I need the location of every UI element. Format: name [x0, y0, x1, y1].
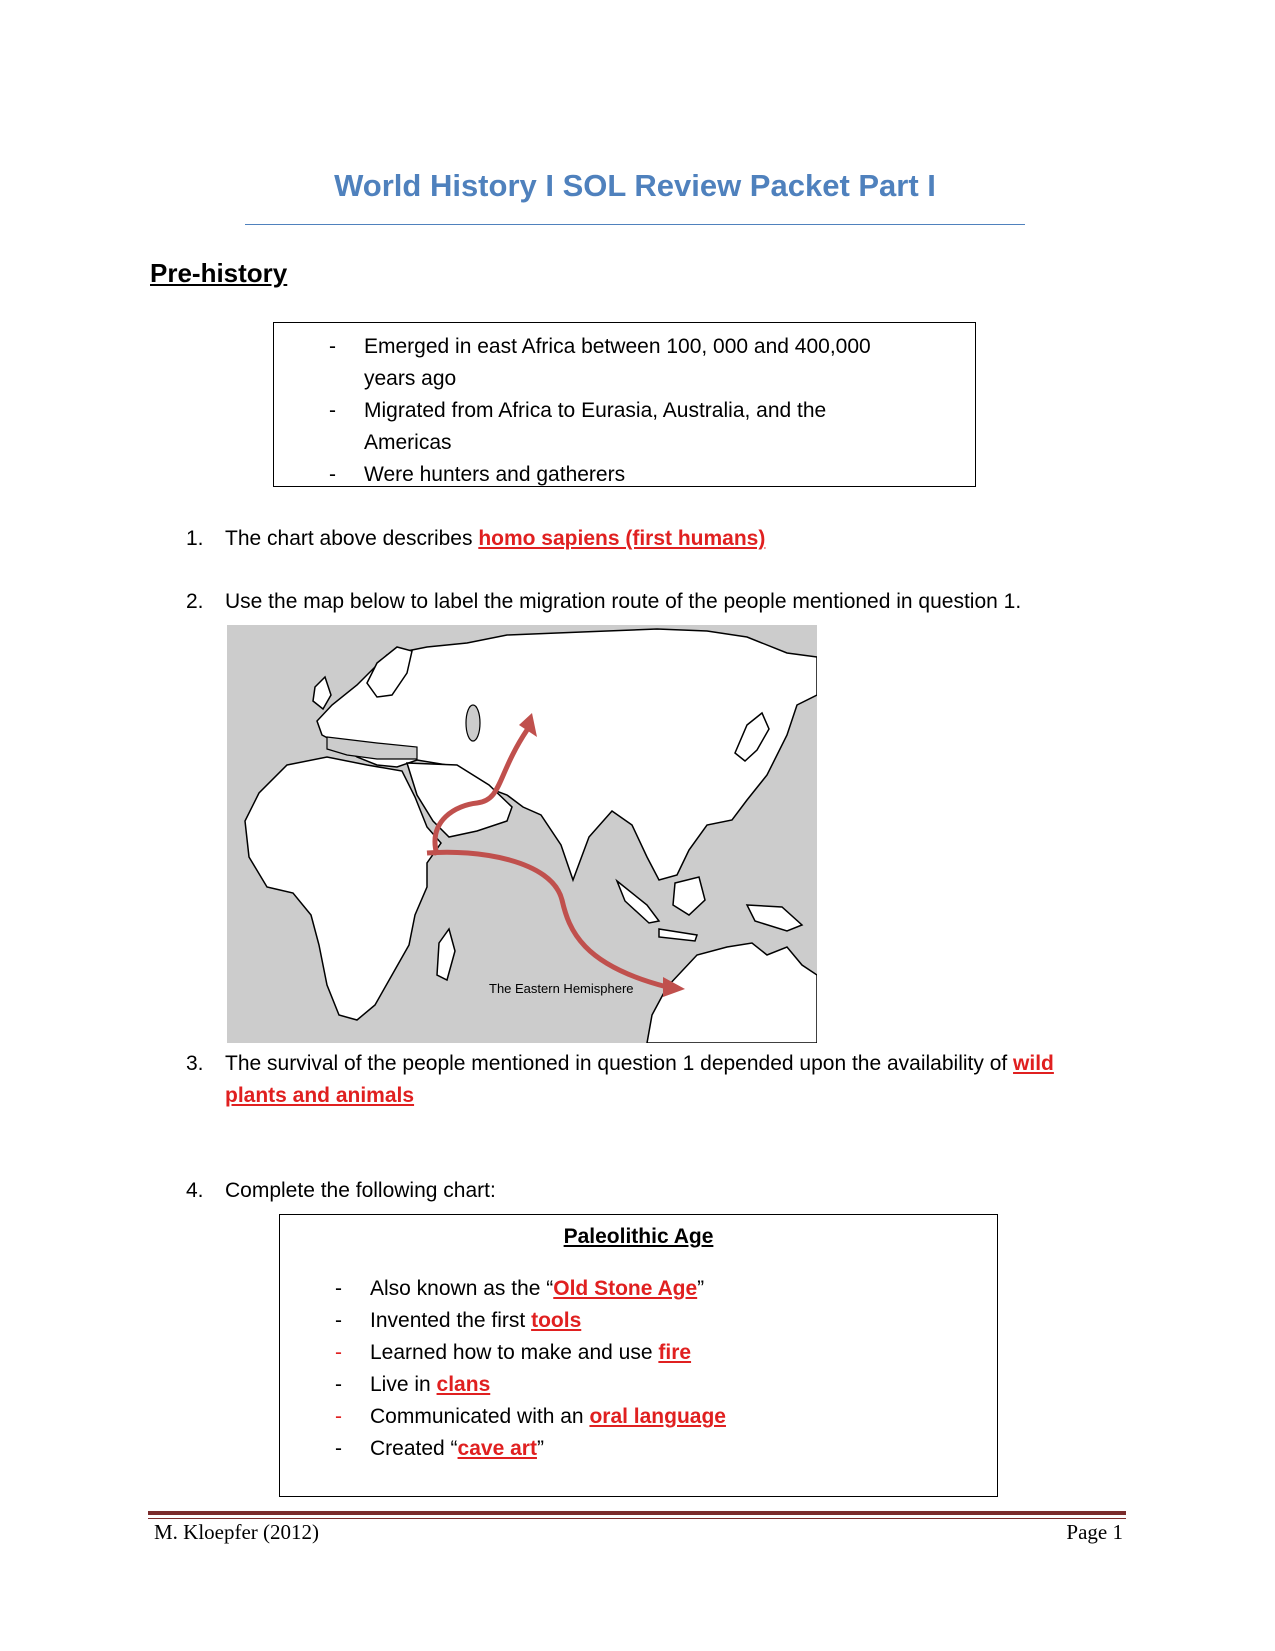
- footer-rule-thin: [148, 1518, 1126, 1519]
- question-2: [186, 586, 1086, 618]
- question-number: 4.: [186, 1179, 204, 1202]
- question-4: [186, 1175, 1086, 1207]
- answer-text: homo sapiens (first humans): [478, 527, 766, 550]
- chart-title: Paleolithic Age: [563, 1225, 714, 1248]
- chart-item-text: Also known as the “: [370, 1277, 554, 1300]
- bullet-dash: -: [335, 1405, 342, 1428]
- chart-item-text: Learned how to make and use: [370, 1341, 659, 1364]
- section-heading: Pre-history: [150, 258, 288, 288]
- eastern-hemisphere-map: [227, 625, 817, 1043]
- bullet-dash: -: [335, 1373, 342, 1396]
- chart-item: [280, 1305, 960, 1337]
- bullet-dash: -: [335, 1341, 342, 1364]
- chart-item: [280, 1369, 960, 1401]
- chart-item-text-end: ”: [536, 1437, 544, 1460]
- map-caption: The Eastern Hemisphere: [489, 981, 634, 996]
- footer-page-number: Page 1: [1066, 1520, 1123, 1544]
- bullet-dash: -: [335, 1309, 342, 1332]
- chart-item: [280, 1401, 960, 1433]
- question-3: [186, 1048, 1086, 1112]
- question-1: [186, 523, 1086, 555]
- homo-sapiens-chart: [273, 322, 976, 487]
- question-text: Complete the following chart:: [225, 1179, 496, 1202]
- chart-item-text: Communicated with an: [370, 1405, 590, 1428]
- chart-item: [280, 1273, 960, 1305]
- title-underline: [245, 224, 1025, 225]
- chart-item-text: Invented the first: [370, 1309, 532, 1332]
- answer-text: wild plants and animals: [225, 1052, 1054, 1107]
- footer-rule-thick: [148, 1511, 1126, 1515]
- chart-item-text: Created “: [370, 1437, 458, 1460]
- caspian-sea: [466, 705, 480, 741]
- question-number: 1.: [186, 527, 204, 550]
- answer-text: cave art: [457, 1437, 537, 1460]
- question-text: The chart above describes: [225, 527, 479, 550]
- answer-text: tools: [531, 1309, 582, 1332]
- chart-item: - Were hunters and gatherers: [329, 463, 626, 486]
- question-text: The survival of the people mentioned in question 1 depended upon the availability of: [225, 1052, 1014, 1075]
- bullet-dash: -: [335, 1437, 342, 1460]
- chart-item-text: Migrated from Africa to Eurasia, Australia, and the Americas: [364, 399, 827, 454]
- question-number: 3.: [186, 1052, 204, 1075]
- answer-text: clans: [436, 1373, 491, 1396]
- page-title: World History I SOL Review Packet Part I: [334, 168, 936, 203]
- answer-text: fire: [658, 1341, 692, 1364]
- question-number: 2.: [186, 590, 204, 613]
- paleolithic-list: [280, 1273, 960, 1465]
- chart-item-text-end: ”: [697, 1277, 705, 1300]
- chart-item: [280, 1433, 960, 1465]
- question-text: Use the map below to label the migration route of the people mentioned in question 1.: [225, 590, 1022, 613]
- footer-author: M. Kloepfer (2012): [154, 1520, 320, 1544]
- chart-item-text: Live in: [370, 1373, 437, 1396]
- chart-item: - Emerged in east Africa between 100, 000 and 400,000 years ago: [329, 335, 871, 390]
- chart-item: [280, 1337, 960, 1369]
- answer-text: oral language: [589, 1405, 726, 1428]
- chart-item-text: Emerged in east Africa between 100, 000 and 400,000 years ago: [364, 335, 871, 390]
- chart-item-text: Were hunters and gatherers: [364, 463, 626, 486]
- chart-item: - Migrated from Africa to Eurasia, Australia, and the Americas: [329, 399, 827, 454]
- paleolithic-age-chart: [279, 1214, 998, 1497]
- answer-text: Old Stone Age: [553, 1277, 698, 1300]
- bullet-dash: -: [335, 1277, 342, 1300]
